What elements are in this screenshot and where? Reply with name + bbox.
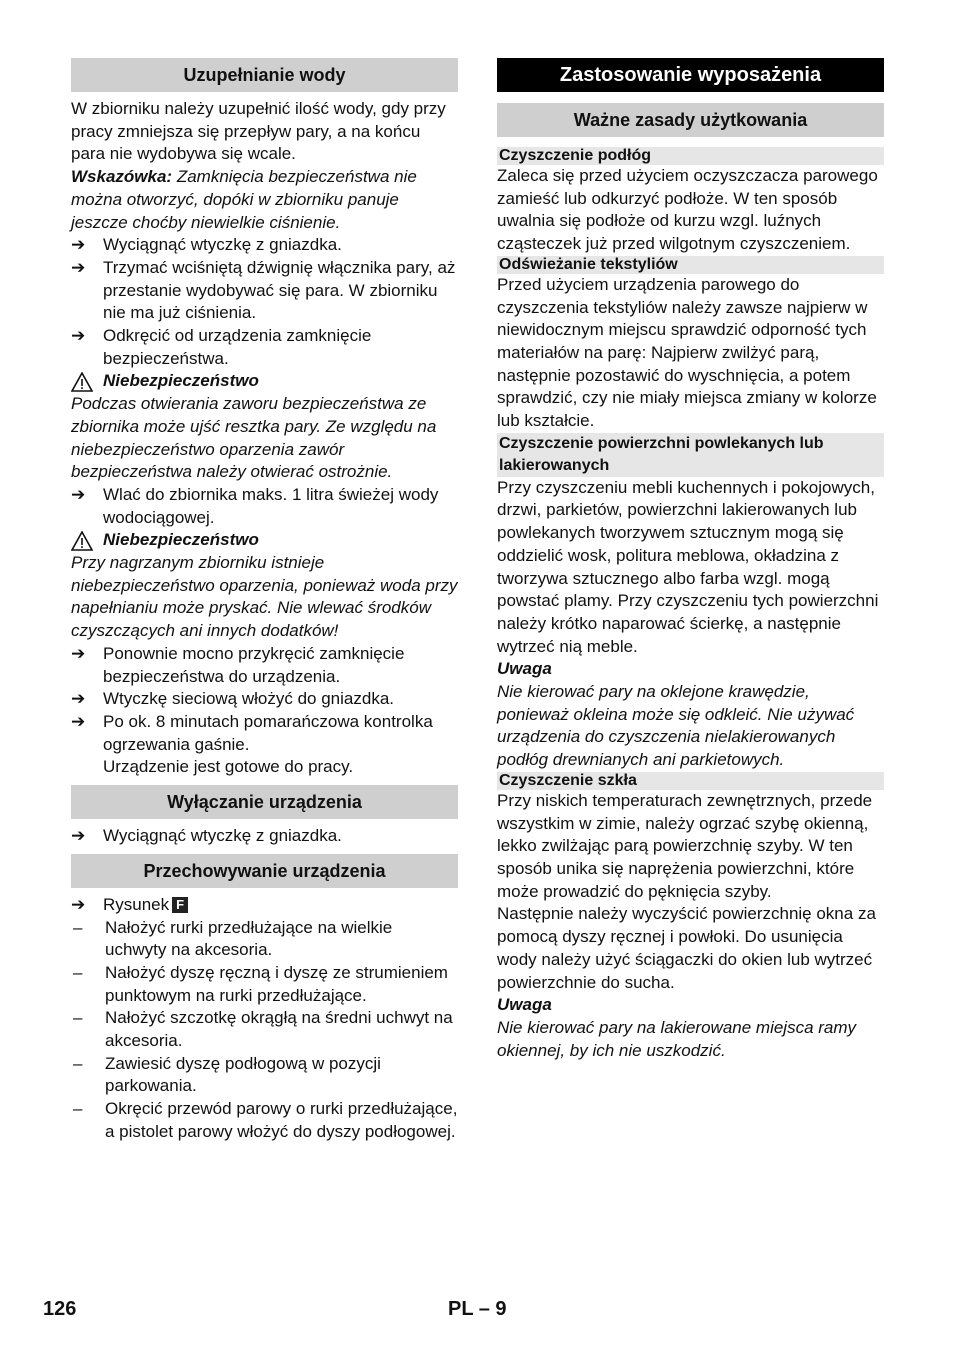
section-title-usage-rules: Ważne zasady użytkowania — [497, 103, 884, 137]
step-text: Wyciągnąć wtyczkę z gniazdka. — [103, 235, 342, 255]
danger-text: Przy nagrzanym zbiorniku istnieje niebezpieczeństwo oparzenia, ponieważ woda przy napełnianiu może pryskać. Nie wlewać środków czyszczących ani innych dodatków! — [71, 553, 458, 641]
arrow-right-icon: ➔ — [71, 711, 86, 731]
dash-bullet-icon: – — [73, 1099, 83, 1119]
note-label: Uwaga — [497, 995, 552, 1015]
page-label: PL – 9 — [448, 1298, 507, 1320]
arrow-right-icon: ➔ — [71, 235, 86, 255]
step-item — [71, 325, 458, 370]
glass-text-2: Następnie należy wyczyścić powierzchnię okna za pomocą dyszy ręcznej i powłoki. Do usunięcia wody należy użyć ściągaczki do okien lub wytrzeć powierzchnie do sucha. — [497, 904, 876, 992]
step-item — [71, 688, 458, 711]
list-item — [71, 917, 458, 962]
note-label: Uwaga — [497, 659, 552, 679]
dash-bullet-icon: – — [73, 917, 83, 937]
arrow-right-icon: ➔ — [71, 826, 86, 846]
glass-text: Przy niskich temperaturach zewnętrznych, przede wszystkim w zimie, należy ogrzać szybę okienną, lekko zwilżając parą powierzchnię szyby. W ten sposób unika się naprężenia powierzchni, które może prowadzić do pęknięcia szyby. — [497, 790, 873, 901]
water-refill-note — [71, 166, 458, 234]
list-item — [71, 1053, 458, 1098]
step-text: Odkręcić od urządzenia zamknięcie bezpieczeństwa. — [103, 326, 372, 368]
note-label: Wskazówka: — [71, 167, 173, 187]
textiles-text: Przed użyciem urządzenia parowego do czyszczenia tekstyliów należy zawsze najpierw w niewidocznym miejscu sprawdzić odporność tych materiałów na parę: Najpierw zwilżyć parą, następnie pozostawić do wyschnięcia, a potem sprawdzić, czy nie miały miejsca zmiany w kolorze lub kształcie. — [497, 274, 877, 431]
chapter-title: Zastosowanie wyposażenia — [497, 58, 884, 92]
warning-triangle-icon — [71, 531, 93, 551]
step-item — [71, 825, 458, 848]
left-column — [71, 58, 458, 1144]
note-text: Nie kierować pary na lakierowane miejsca ramy okiennej, by ich nie uszkodzić. — [497, 1017, 857, 1060]
step-item — [71, 257, 458, 325]
coated-text: Przy czyszczeniu mebli kuchennych i pokojowych, drzwi, parkietów, powierzchni lakierowanych lub powlekanych tworzywem sztucznym mogą się oddzielić wosk, politura meblowa, okładzina z tworzywa sztucznego albo farba wzgl. mogą powstać plamy. Przy czyszczeniu tych powierzchni należy krótko naparować ścierkę, a następnie wytrzeć nią meble. — [497, 477, 879, 656]
section-title-switch-off: Wyłączanie urządzenia — [71, 785, 458, 819]
step-text: Trzymać wciśniętą dźwignię włącznika pary, aż przestanie wydobywać się para. W zbiorniku nie ma już ciśnienia. — [103, 257, 456, 323]
list-text: Zawiesić dyszę podłogową w pozycji parkowania. — [105, 1053, 381, 1096]
arrow-right-icon: ➔ — [71, 643, 86, 663]
subsection-title-coated: Czyszczenie powierzchni powlekanych lub lakierowanych — [497, 433, 884, 477]
step-text: Wyciągnąć wtyczkę z gniazdka. — [103, 826, 342, 846]
danger-label: Niebezpieczeństwo — [103, 371, 259, 391]
subsection-title-glass: Czyszczenie szkła — [497, 772, 884, 790]
step-result — [71, 756, 458, 779]
step-text: Po ok. 8 minutach pomarańczowa kontrolka ogrzewania gaśnie. — [103, 711, 433, 754]
floors-text: Zaleca się przed użyciem oczyszczacza parowego zamieść lub odkurzyć podłoże. W ten sposób uwalnia się podłoże od kurzu wzgl. luźnych cząsteczek już przed wilgotnym czyszczeniem. — [497, 166, 878, 254]
step-item — [71, 711, 458, 756]
arrow-right-icon: ➔ — [71, 894, 86, 914]
section-title-water-refill: Uzupełnianie wody — [71, 58, 458, 92]
note-text: Nie kierować pary na oklejone krawędzie, ponieważ okleina może się odkleić. Nie używać urządzenia do czyszczenia nielakierowanych podłóg drewnianych ani parkietowych. — [497, 682, 855, 770]
step-item — [71, 643, 458, 688]
danger-heading — [71, 370, 458, 393]
arrow-right-icon: ➔ — [71, 257, 86, 277]
page-number: 126 — [43, 1298, 77, 1320]
danger-heading — [71, 529, 458, 552]
list-text: Okręcić przewód parowy o rurki przedłużające, a pistolet parowy włożyć do dyszy podłogowej. — [105, 1099, 458, 1141]
subsection-title-floors: Czyszczenie podłóg — [497, 147, 884, 165]
arrow-right-icon: ➔ — [71, 484, 86, 504]
danger-text: Podczas otwierania zaworu bezpieczeństwa ze zbiornika może ujść resztka pary. Ze względu na niebezpieczeństwo oparzenia zawór bezpieczeństwa należy otwierać ostrożnie. — [71, 394, 437, 482]
subsection-title-textiles: Odświeżanie tekstyliów — [497, 256, 884, 274]
figure-badge: F — [172, 897, 188, 913]
step-item — [71, 894, 458, 917]
step-item — [71, 234, 458, 257]
warning-triangle-icon — [71, 372, 93, 392]
step-text: Wlać do zbiornika maks. 1 litra świeżej wody wodociągowej. — [103, 484, 439, 527]
arrow-right-icon: ➔ — [71, 326, 86, 346]
water-refill-intro: W zbiorniku należy uzupełnić ilość wody, gdy przy pracy zmniejsza się przepływ pary, a na końcu para nie wydobywa się wcale. — [71, 99, 446, 164]
list-item — [71, 1007, 458, 1052]
step-text: Ponownie mocno przykręcić zamknięcie bezpieczeństwa do urządzenia. — [103, 643, 405, 686]
dash-bullet-icon: – — [73, 962, 83, 982]
arrow-right-icon: ➔ — [71, 689, 86, 709]
list-text: Nałożyć dyszę ręczną i dyszę ze strumieniem punktowym na rurki przedłużające. — [105, 962, 448, 1005]
dash-bullet-icon: – — [73, 1053, 83, 1073]
figure-label: Rysunek — [103, 894, 170, 914]
list-text: Nałożyć szczotkę okrągłą na średni uchwyt na akcesoria. — [105, 1008, 453, 1051]
danger-label: Niebezpieczeństwo — [103, 530, 259, 550]
list-item — [71, 1098, 458, 1143]
dash-bullet-icon: – — [73, 1008, 83, 1028]
step-text: Wtyczkę sieciową włożyć do gniazdka. — [103, 689, 395, 709]
note-text: Zamknięcia bezpieczeństwa nie można otworzyć, dopóki w zbiorniku panuje jeszcze choćby niewielkie ciśnienie. — [71, 167, 417, 232]
list-item — [71, 962, 458, 1007]
ready-text: Urządzenie jest gotowe do pracy. — [103, 757, 354, 777]
right-column — [497, 58, 884, 1062]
list-text: Nałożyć rurki przedłużające na wielkie uchwyty na akcesoria. — [105, 917, 393, 960]
section-title-storage: Przechowywanie urządzenia — [71, 854, 458, 888]
step-item — [71, 484, 458, 529]
